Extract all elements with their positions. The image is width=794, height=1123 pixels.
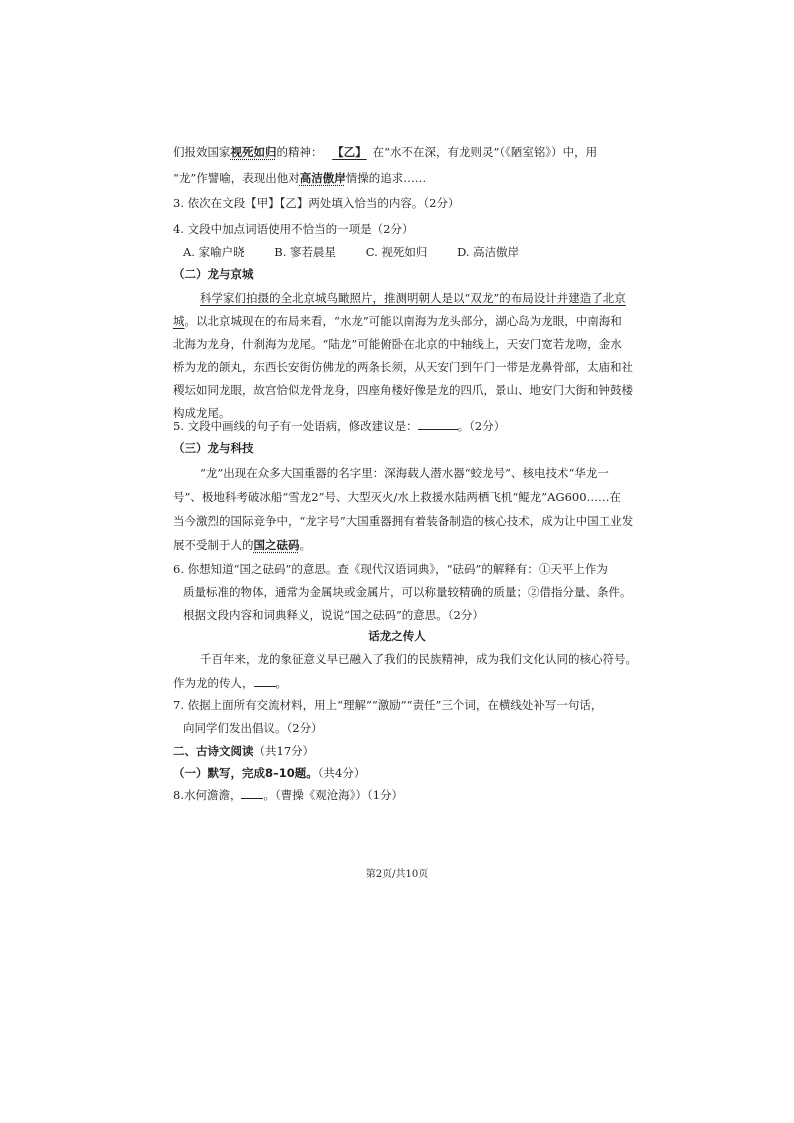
text-segment: 。 <box>275 676 287 690</box>
question-4-options <box>183 244 545 260</box>
paragraph-2-line-6: 构成龙尾。 <box>173 406 231 420</box>
paragraph-2-line-1: 科学家们拍摄的全北京城鸟瞰照片，推测明朝人是以“双龙”的布局设计并建造了北京 <box>200 291 626 305</box>
option-d: D. 高洁傲岸 <box>457 245 520 259</box>
blank-yi-marker: 【乙】 <box>332 145 367 159</box>
paragraph-2-line-3: 北海为龙身，什刹海为龙尾。“陆龙”可能俯卧在北京的中轴线上，天安门宽若龙吻，金水 <box>173 337 622 351</box>
question-5 <box>173 417 505 434</box>
text-segment: 二、古诗文阅读 <box>173 744 254 758</box>
option-a: A. 家喻户晓 <box>183 245 245 259</box>
sub-section-1-title <box>173 765 365 781</box>
text-segment: “龙”作譬喻，表现出他对 <box>173 171 300 185</box>
paragraph-3-line-2: 号”、极地科考破冰船“雪龙2”号、大型灭火/水上救援水陆两栖飞机“鲲龙”AG600……在 <box>173 490 622 504</box>
option-c: C. 视死如归 <box>365 245 428 259</box>
paragraph-2-line-2 <box>173 313 622 329</box>
text-segment: 8.水何澹澹， <box>173 788 242 802</box>
section-2-title: （二）龙与京城 <box>173 267 254 281</box>
question-6-line-2: 质量标准的物体，通常为金属块或金属片，可以称量较精确的质量；②借指分量、条件。 <box>183 585 632 599</box>
text-segment: 城 <box>173 314 185 328</box>
text-segment: 。（曹操《观沧海》）（1分） <box>263 788 404 802</box>
text-line-2 <box>173 170 426 186</box>
text-segment: （一）默写，完成8–10题。 <box>173 766 318 780</box>
paragraph-4-line-2 <box>173 674 287 691</box>
section-3-title: （三）龙与科技 <box>173 441 254 455</box>
text-segment: 作为龙的传人， <box>173 676 254 690</box>
text-segment: 。 <box>299 538 311 552</box>
part-2-title <box>173 743 314 759</box>
text-segment: 的精神： <box>276 145 323 159</box>
paragraph-3-line-4 <box>173 537 311 553</box>
page-number: 第2页/共10页 <box>365 869 429 880</box>
text-segment: （共17分） <box>253 744 315 758</box>
answer-blank[interactable] <box>241 786 263 799</box>
dotted-phrase: 高洁傲岸 <box>299 171 346 185</box>
question-7-line-1: 7. 依据上面所有交流材料，用上“理解”“激励”“责任”三个词，在横线处补写一句话， <box>173 698 603 712</box>
text-segment: 展不受制于人的 <box>173 538 254 552</box>
paragraph-2-line-5: 稷坛如同龙眼，故宫恰似龙骨龙身，四座角楼好像是龙的四爪，景山、地安门大街和钟鼓楼 <box>173 383 633 397</box>
dotted-phrase: 国之砝码 <box>253 538 300 552</box>
text-segment: 情操的追求…… <box>345 171 427 185</box>
paragraph-3-line-1: “龙”出现在众多大国重器的名字里：深海载人潜水器“蛟龙号”、核电技术“华龙一 <box>200 466 609 480</box>
text-segment: 。（2分） <box>457 419 506 433</box>
talk-heading: 话龙之传人 <box>368 629 426 643</box>
question-3: 3. 依次在文段【甲】【乙】两处填入恰当的内容。（2分） <box>173 196 460 210</box>
paragraph-4-line-1: 千百年来，龙的象征意义早已融入了我们的民族精神，成为我们文化认同的核心符号。 <box>200 652 637 666</box>
text-segment: 5. 文段中画线的句子有一处语病，修改建议是： <box>173 419 418 433</box>
text-line-1 <box>173 144 597 160</box>
question-6-line-1: 6. 你想知道“国之砝码”的意思。查《现代汉语词典》，“砝码”的解释有：①天平上作为 <box>173 562 608 576</box>
dotted-phrase: 视死如归 <box>230 145 277 159</box>
text-segment: （共4分） <box>317 766 366 780</box>
answer-blank[interactable] <box>254 674 276 687</box>
text-segment: 。以北京城现在的布局来看，“水龙”可能以南海为龙头部分，湖心岛为龙眼，中南海和 <box>184 314 622 328</box>
answer-blank[interactable] <box>418 417 458 430</box>
paragraph-3-line-3: 当今激烈的国际竞争中，“龙字号”大国重器拥有着装备制造的核心技术，成为让中国工业发 <box>173 514 634 528</box>
paragraph-2-line-4: 桥为龙的颌丸，东西长安街仿佛龙的两条长须，从天安门到午门一带是龙鼻骨部，太庙和社 <box>173 360 633 374</box>
option-b: B. 寥若晨星 <box>274 245 337 259</box>
text-segment: 在“水不在深，有龙则灵”（《陋室铭》）中，用 <box>372 145 598 159</box>
question-8 <box>173 786 403 803</box>
question-6-line-3: 根据文段内容和词典释义，说说“国之砝码”的意思。（2分） <box>183 608 484 622</box>
question-7-line-2: 向同学们发出倡议。（2分） <box>183 721 323 735</box>
text-segment: 们报效国家 <box>173 145 231 159</box>
question-4: 4. 文段中加点词语使用不恰当的一项是（2分） <box>173 222 414 236</box>
